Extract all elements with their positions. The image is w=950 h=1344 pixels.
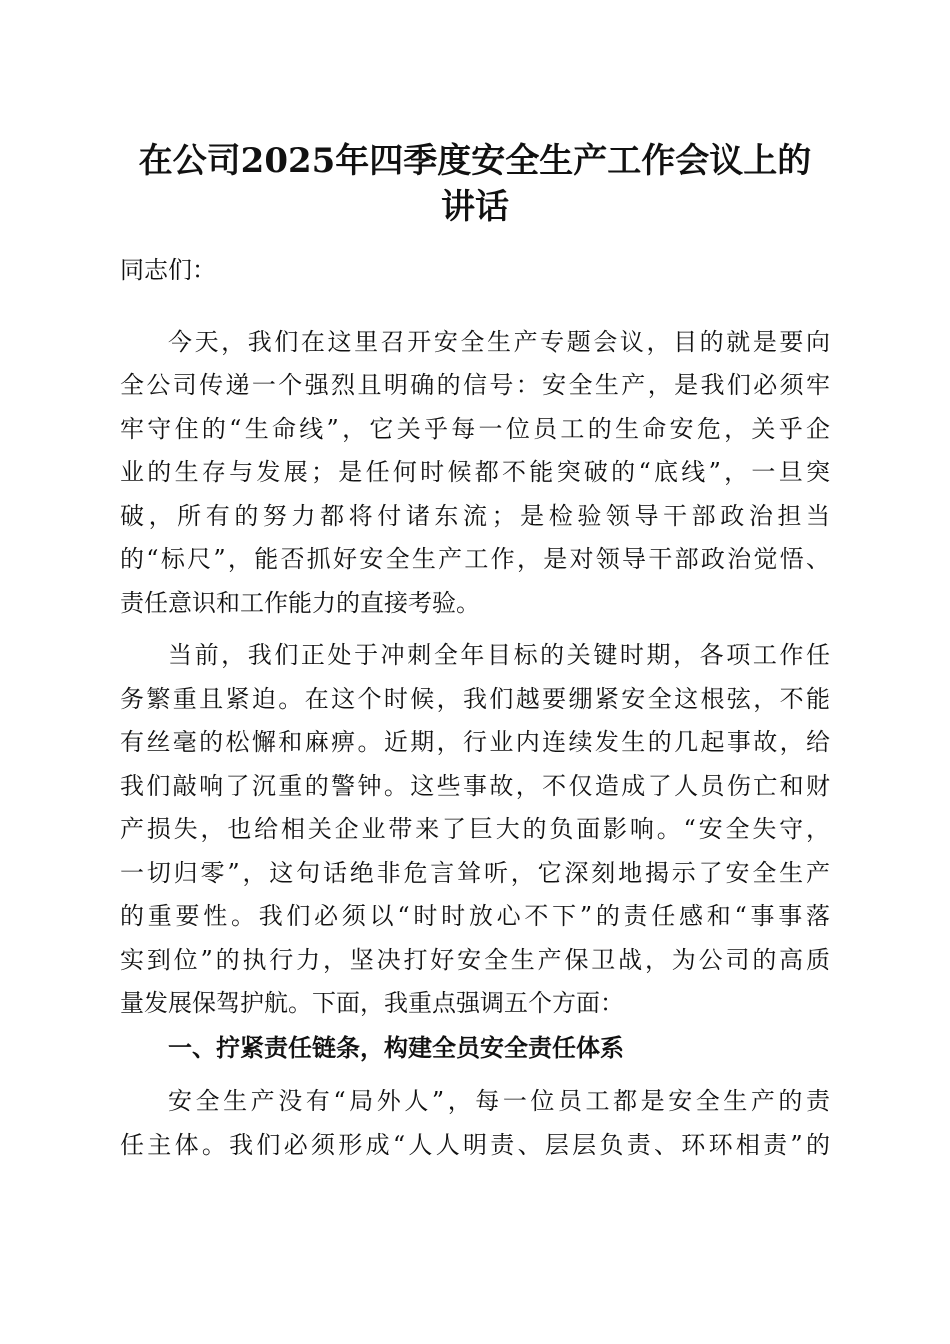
paragraph-1-line-4: 业的生存与发展；是任何时候都不能突破的“底线”，一旦突 (120, 458, 830, 486)
paragraph-2-line-6: 一切归零”，这句话绝非危言耸听，它深刻地揭示了安全生产 (120, 859, 830, 887)
paragraph-1-line-2: 全公司传递一个强烈且明确的信号：安全生产，是我们必须牢 (120, 371, 830, 399)
paragraph-3-line-2: 任主体。我们必须形成“人人明责、层层负责、环环相责”的 (120, 1131, 830, 1159)
paragraph-2-line-1: 当前，我们正处于冲刺全年目标的关键时期，各项工作任 (168, 641, 830, 669)
paragraph-2-line-2: 务繁重且紧迫。在这个时候，我们越要绷紧安全这根弦，不能 (120, 685, 830, 713)
paragraph-1-line-3: 牢守住的“生命线”，它关乎每一位员工的生命安危，关乎企 (120, 415, 830, 443)
paragraph-1-line-7: 责任意识和工作能力的直接考验。 (120, 589, 480, 617)
paragraph-1-line-5: 破，所有的努力都将付诸东流；是检验领导干部政治担当 (120, 502, 830, 530)
paragraph-2-line-7: 的重要性。我们必须以“时时放心不下”的责任感和“事事落 (120, 902, 830, 930)
document-title-line-1: 在公司2025年四季度安全生产工作会议上的 (138, 141, 812, 181)
paragraph-2-line-5: 产损失，也给相关企业带来了巨大的负面影响。“安全失守， (120, 815, 830, 843)
paragraph-2-line-3: 有丝毫的松懈和麻痹。近期，行业内连续发生的几起事故，给 (120, 728, 830, 756)
document-title-line-2: 讲话 (441, 187, 509, 227)
paragraph-1-line-1: 今天，我们在这里召开安全生产专题会议，目的就是要向 (168, 328, 830, 356)
section-1-heading: 一、拧紧责任链条，构建全员安全责任体系 (168, 1034, 624, 1062)
paragraph-3-line-1: 安全生产没有“局外人”，每一位员工都是安全生产的责 (168, 1087, 830, 1115)
salutation: 同志们： (120, 256, 216, 284)
paragraph-2-line-8: 实到位”的执行力，坚决打好安全生产保卫战，为公司的高质 (120, 946, 830, 974)
paragraph-2-line-4: 我们敲响了沉重的警钟。这些事故，不仅造成了人员伤亡和财 (120, 772, 830, 800)
paragraph-1-line-6: 的“标尺”，能否抓好安全生产工作，是对领导干部政治觉悟、 (120, 545, 830, 573)
paragraph-2-line-9: 量发展保驾护航。下面，我重点强调五个方面： (120, 989, 624, 1017)
